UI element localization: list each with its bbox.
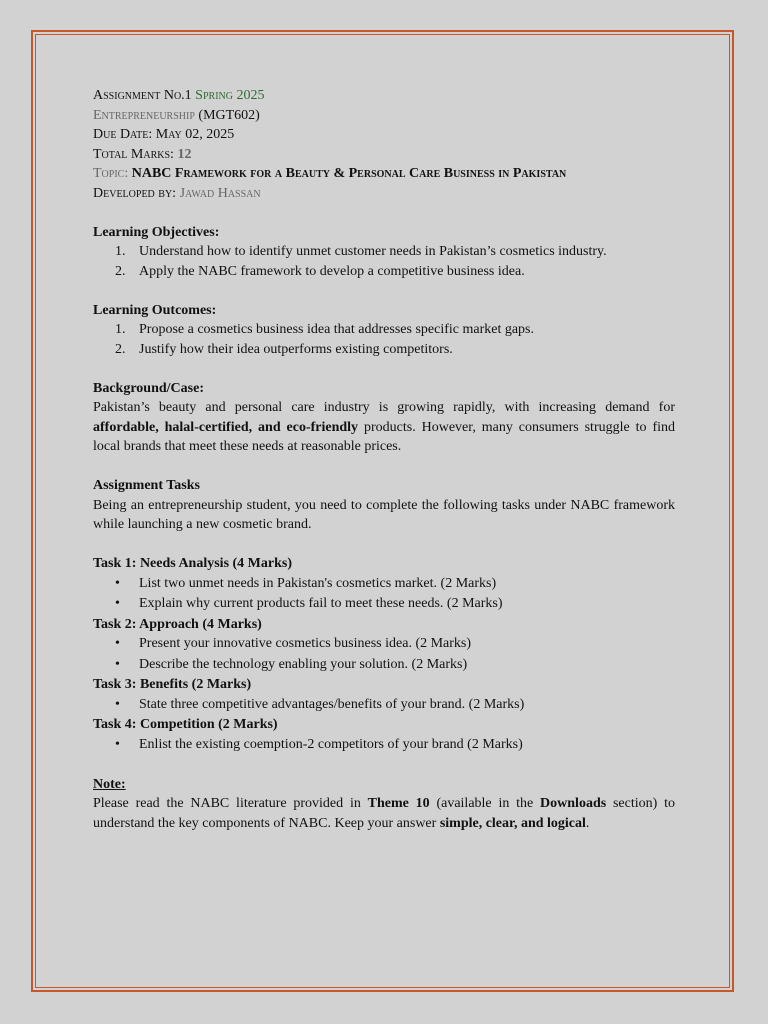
objective-number: 2. (115, 263, 126, 279)
task-heading: Task 2: Approach (4 Marks) (93, 616, 262, 632)
assignment-term: Spring 2025 (195, 88, 265, 103)
note-downloads-bold: Downloads (540, 796, 607, 811)
background-paragraph (93, 398, 675, 457)
task-heading: Task 4: Competition (2 Marks) (93, 717, 278, 732)
outcome-text: Propose a cosmetics business idea that addresses specific market gaps. (139, 322, 535, 337)
objective-number: 1. (115, 244, 126, 259)
task-bullet-item (93, 695, 675, 716)
task-bullet-item (93, 634, 675, 655)
outcome-number: 2. (115, 341, 126, 357)
task-heading: Task 1: Needs Analysis (4 Marks) (93, 556, 293, 571)
developed-by-line (93, 184, 675, 204)
total-marks-value: 12 (177, 146, 192, 162)
due-date-label: Due Date: (93, 127, 153, 142)
note-text-2: (available in the (429, 796, 541, 811)
outcome-text: Justify how their idea outperforms existing competitors. (139, 341, 453, 357)
objective-item (93, 242, 675, 262)
note-heading: Note: (93, 776, 126, 792)
task-bullet-item (93, 574, 675, 595)
note-text-1: Please read the NABC literature provided in (93, 796, 368, 811)
objective-text: Apply the NABC framework to develop a competitive business idea. (139, 263, 525, 279)
note-emphasis-bold: simple, clear, and logical (439, 815, 586, 831)
course-code: (MGT602) (198, 107, 260, 123)
objective-item (93, 262, 675, 282)
total-marks-line (93, 145, 675, 165)
bullet-icon: • (115, 696, 120, 712)
bullet-icon: • (115, 656, 120, 672)
task-bullet-text: List two unmet needs in Pakistan's cosmetics market. (2 Marks) (139, 575, 497, 591)
assignment-line (93, 86, 675, 106)
developed-by-name: Jawad Hassan (179, 185, 261, 201)
task-heading: Task 3: Benefits (2 Marks) (93, 677, 252, 692)
due-date: May 02, 2025 (155, 127, 235, 142)
task-bullet-text: Explain why current products fail to meet these needs. (2 Marks) (139, 596, 503, 611)
task-bullet-item (93, 735, 675, 756)
background-heading: Background/Case: (93, 380, 204, 396)
note-theme-bold: Theme 10 (367, 796, 430, 811)
outcome-item (93, 340, 675, 360)
outcome-number: 1. (115, 322, 126, 337)
objective-text: Understand how to identify unmet customer needs in Pakistan’s cosmetics industry. (139, 244, 607, 259)
topic-label: Topic: (93, 166, 129, 181)
task-bullet-text: Describe the technology enabling your solution. (2 Marks) (139, 656, 468, 672)
background-text-bold: affordable, halal-certified, and eco-friendly (93, 419, 359, 435)
background-text-end: products. However, many consumers struggle to find local brands that meet these needs at reasonable prices. (93, 419, 675, 454)
course-line (93, 106, 675, 126)
bullet-icon: • (115, 596, 120, 611)
topic-title: NABC Framework for a Beauty & Personal Care Business in Pakistan (131, 166, 567, 181)
assignment-tasks-heading: Assignment Tasks (93, 478, 200, 493)
bullet-icon: • (115, 575, 120, 591)
due-date-line (93, 125, 675, 145)
task-bullet-text: State three competitive advantages/benefits of your brand. (2 Marks) (139, 696, 525, 712)
note-text-3: section) to understand the key components of NABC. Keep your answer (93, 796, 675, 831)
total-marks-label: Total Marks: (93, 146, 174, 162)
bullet-icon: • (115, 636, 120, 651)
topic-line (93, 164, 675, 184)
assignment-label: Assignment No.1 (93, 88, 192, 103)
course-name: Entrepreneurship (93, 107, 195, 123)
assignment-tasks-intro: Being an entrepreneurship student, you need to complete the following tasks under NABC framework while launching a new cosmetic brand. (93, 497, 675, 532)
developed-by-label: Developed by: (93, 185, 177, 201)
note-text-4: . (585, 815, 590, 831)
learning-outcomes-heading: Learning Outcomes: (93, 302, 217, 318)
task-bullet-item (93, 655, 675, 676)
learning-objectives-heading: Learning Objectives: (93, 224, 220, 240)
task-bullet-text: Enlist the existing coemption-2 competitors of your brand (2 Marks) (139, 736, 523, 752)
task-bullet-item (93, 594, 675, 615)
outcome-item (93, 320, 675, 340)
note-paragraph (93, 794, 675, 833)
task-bullet-text: Present your innovative cosmetics business idea. (2 Marks) (139, 636, 472, 651)
document-body (93, 86, 675, 833)
background-text-start: Pakistan’s beauty and personal care industry is growing rapidly, with increasing demand for (93, 400, 675, 415)
bullet-icon: • (115, 736, 120, 752)
